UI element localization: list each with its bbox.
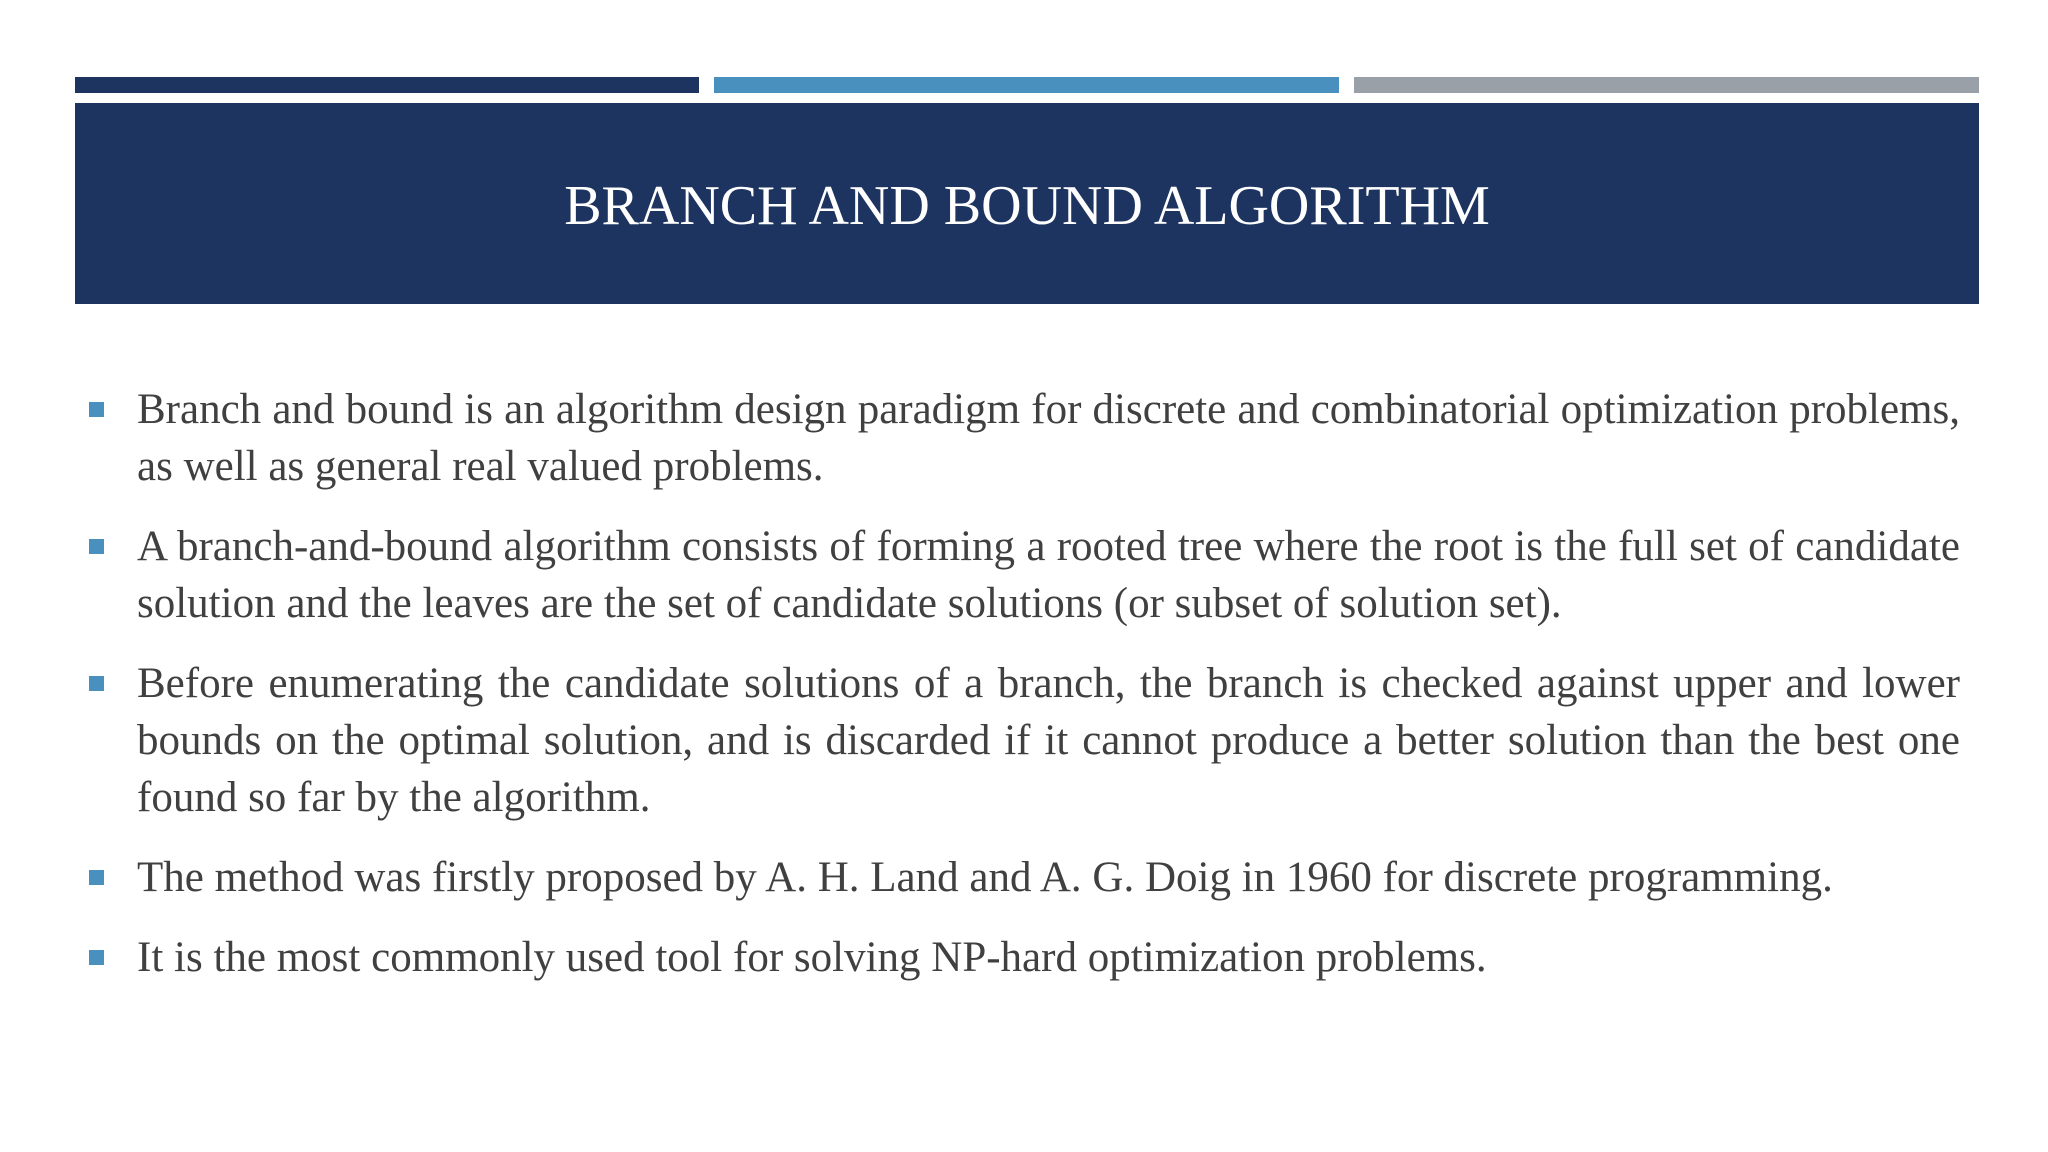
square-bullet-icon (89, 950, 104, 965)
bullet-item (85, 849, 1960, 906)
bullet-text: It is the most commonly used tool for solving NP-hard optimization problems. (137, 934, 1487, 981)
slide-title: BRANCH AND BOUND ALGORITHM (564, 174, 1490, 237)
bullet-item (85, 655, 1960, 826)
accent-bar-navy (75, 77, 699, 93)
square-bullet-icon (89, 539, 104, 554)
bullet-text: A branch-and-bound algorithm consists of forming a rooted tree where the root is the full set of candidate solution and the leaves are the set of candidate solutions (or subset of solution set). (137, 523, 1960, 627)
bullet-text: The method was firstly proposed by A. H. Land and A. G. Doig in 1960 for discrete programming. (137, 854, 1833, 901)
square-bullet-icon (89, 870, 104, 885)
bullet-item (85, 929, 1960, 986)
bullet-item (85, 518, 1960, 632)
accent-bar-blue (714, 77, 1339, 93)
bullet-text: Branch and bound is an algorithm design paradigm for discrete and combinatorial optimization problems, as well as general real valued problems. (137, 386, 1960, 490)
square-bullet-icon (89, 402, 104, 417)
bullet-text: Before enumerating the candidate solutions of a branch, the branch is checked against upper and lower bounds on the optimal solution, and is discarded if it cannot produce a better solution than the best one found so far by the algorithm. (137, 660, 1960, 821)
bullet-list (85, 381, 1960, 1009)
square-bullet-icon (89, 676, 104, 691)
bullet-item (85, 381, 1960, 495)
accent-bar-gray (1354, 77, 1979, 93)
title-banner (75, 103, 1979, 304)
